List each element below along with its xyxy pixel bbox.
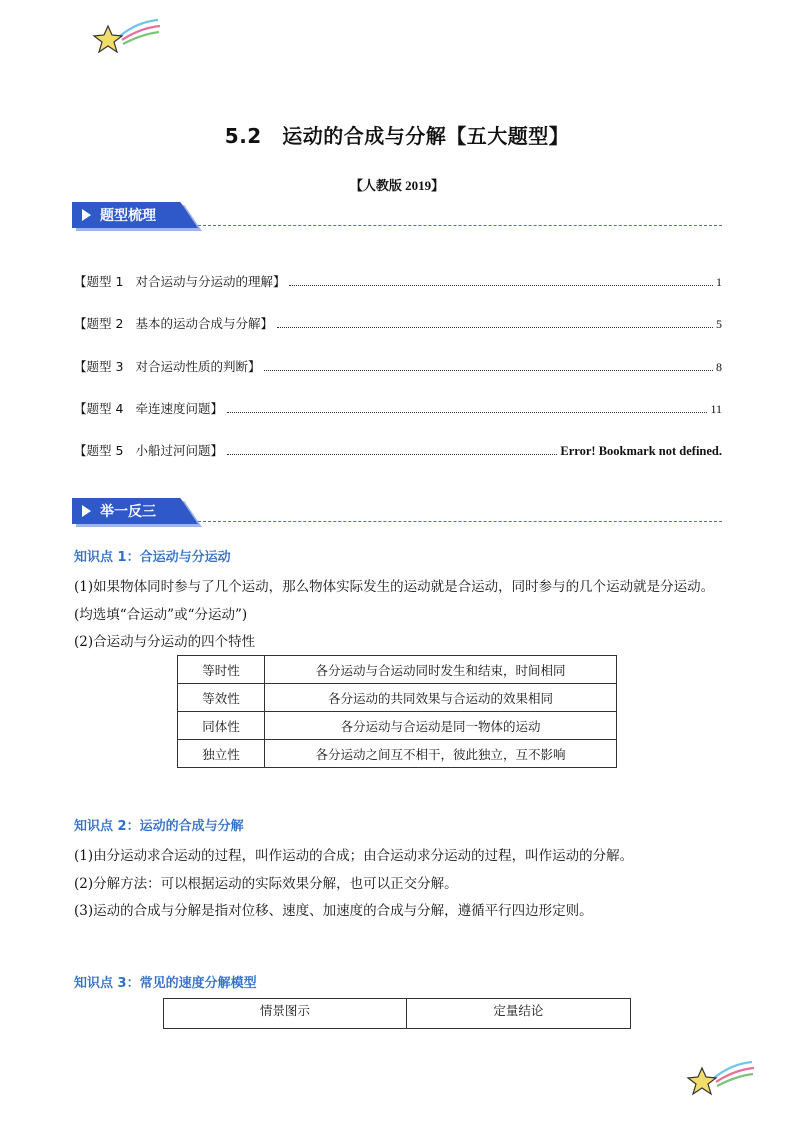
page-subtitle: 【人教版 2019】: [349, 178, 445, 193]
table-header-cell: 定量结论: [406, 999, 630, 1029]
table-row: [178, 656, 617, 684]
table-cell-key: 等时性: [178, 656, 265, 684]
toc-tag: 【题型 1: [74, 274, 124, 289]
section-label: 举一反三: [100, 504, 156, 520]
table-cell-key: 独立性: [178, 740, 265, 768]
toc-page: 5: [716, 317, 722, 331]
toc-entry[interactable]: [74, 314, 722, 332]
paragraph: (3)运动的合成与分解是指对位移、速度、加速度的合成与分解，遵循平行四边形定则。: [74, 903, 593, 919]
dashed-divider: [198, 225, 722, 226]
table-row: [178, 684, 617, 712]
table-row: [178, 740, 617, 768]
toc-entry[interactable]: [74, 399, 722, 417]
toc-tag: 【题型 3: [74, 359, 124, 374]
shooting-star-icon: [92, 16, 162, 58]
section-label: 题型梳理: [100, 208, 156, 224]
paragraph: (1)由分运动求合运动的过程，叫作运动的合成；由合运动求分运动的过程，叫作运动的分解。: [74, 848, 634, 864]
toc-title: 基本的运动合成与分解】: [135, 316, 273, 331]
paragraph: (均选填“合运动”或“分运动”): [74, 607, 248, 623]
toc-leader: [227, 453, 557, 455]
toc-leader: [277, 326, 713, 328]
paragraph: (1)如果物体同时参与了几个运动，那么物体实际发生的运动就是合运动，同时参与的几个运动就是分运动。: [74, 579, 715, 595]
paragraph: (2)分解方法：可以根据运动的实际效果分解，也可以正交分解。: [74, 876, 458, 892]
toc-tag: 【题型 5: [74, 443, 124, 458]
page-title: 5.2 运动的合成与分解【五大题型】: [224, 124, 570, 148]
velocity-model-table: [163, 998, 631, 1029]
play-arrow-icon: [82, 505, 91, 517]
toc-tag: 【题型 2: [74, 316, 124, 331]
toc-title: 牵连速度问题】: [135, 401, 223, 416]
section-header-overview: [72, 202, 722, 228]
table-cell-key: 等效性: [178, 684, 265, 712]
dashed-divider: [198, 521, 722, 522]
toc-page: 11: [710, 402, 722, 416]
toc-entry[interactable]: [74, 357, 722, 375]
table-header-row: [164, 999, 631, 1029]
paragraph: (2)合运动与分运动的四个特性: [74, 634, 256, 650]
table-row: [178, 712, 617, 740]
knowledge-point-heading: 知识点 2：运动的合成与分解: [74, 819, 244, 834]
table-cell-value: 各分运动与合运动同时发生和结束，时间相同: [265, 656, 617, 684]
table-cell-value: 各分运动之间互不相干，彼此独立，互不影响: [265, 740, 617, 768]
knowledge-point-heading: 知识点 3：常见的速度分解模型: [74, 976, 257, 991]
toc-entry[interactable]: [74, 272, 722, 290]
toc-tag: 【题型 4: [74, 401, 124, 416]
section-header-practice: [72, 498, 722, 524]
toc-title: 对合运动与分运动的理解】: [135, 274, 286, 289]
table-header-cell: 情景图示: [164, 999, 407, 1029]
toc-page-error: Error! Bookmark not defined.: [560, 444, 722, 458]
table-cell-key: 同体性: [178, 712, 265, 740]
play-arrow-icon: [82, 209, 91, 221]
toc-title: 小船过河问题】: [135, 443, 223, 458]
toc-leader: [227, 411, 707, 413]
characteristics-table: [177, 655, 617, 768]
toc-page: 8: [716, 360, 722, 374]
table-cell-value: 各分运动的共同效果与合运动的效果相同: [265, 684, 617, 712]
toc-title: 对合运动性质的判断】: [135, 359, 261, 374]
toc-leader: [289, 284, 713, 286]
toc-entry[interactable]: [74, 441, 722, 459]
table-cell-value: 各分运动与合运动是同一物体的运动: [265, 712, 617, 740]
shooting-star-icon: [686, 1058, 756, 1100]
knowledge-point-heading: 知识点 1：合运动与分运动: [74, 550, 231, 565]
toc-page: 1: [716, 275, 722, 289]
toc-leader: [264, 369, 713, 371]
